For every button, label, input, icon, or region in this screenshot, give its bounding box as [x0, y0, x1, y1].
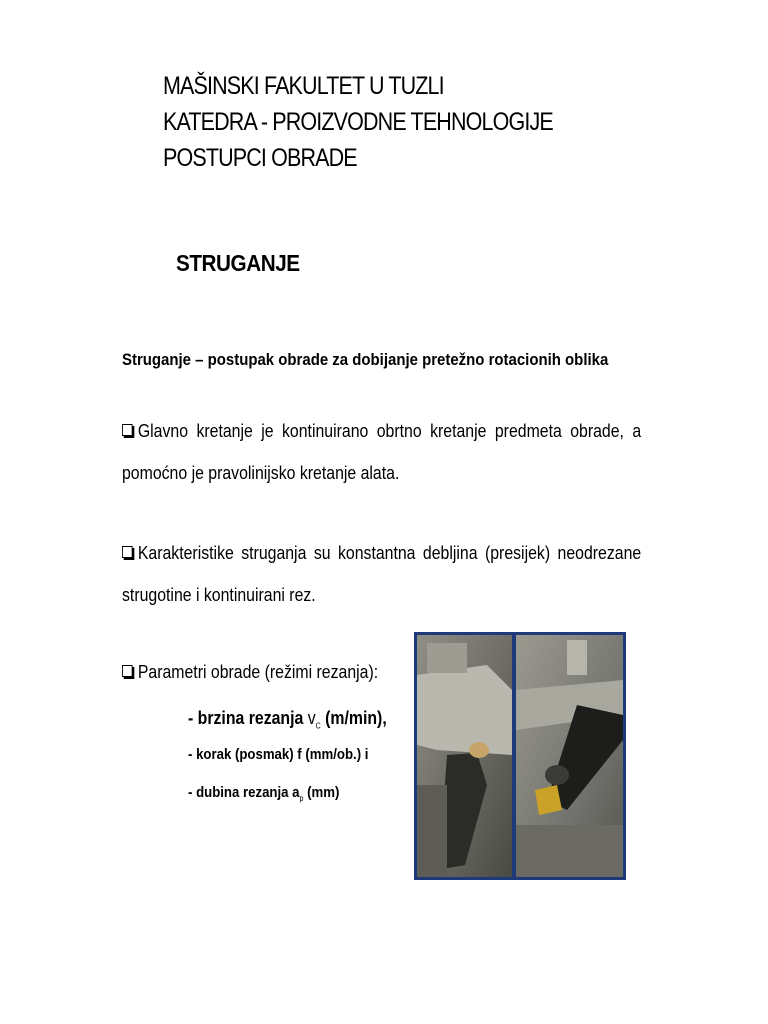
checkbox-bullet-icon [122, 546, 133, 558]
params-heading-text: Parametri obrade (režimi rezanja): [137, 662, 379, 682]
checkbox-bullet-icon [122, 665, 133, 677]
definition: Struganje – postupak obrade za dobijanje pretežno rotacionih oblika [122, 350, 609, 369]
header [163, 68, 616, 176]
bullet-characteristics [122, 532, 641, 616]
params-heading [122, 662, 378, 683]
bullet-text: Glavno kretanje je kontinuirano obrtno kretanje predmeta obrade, a pomoćno je pravolinijsko kretanje alata. [122, 421, 642, 483]
bullet-main-motion [122, 410, 641, 494]
param-feed: - korak (posmak) f (mm/ob.) i [188, 746, 369, 763]
faculty-name: MAŠINSKI FAKULTET U TUZLI [163, 72, 444, 100]
course-name: POSTUPCI OBRADE [163, 144, 357, 172]
bullet-text: Karakteristike struganja su konstantna debljina (presijek) neodrezane strugotine i kontinuirani rez. [122, 543, 642, 605]
param-cutting-speed: - brzina rezanja $v_C$ (m/min), [188, 708, 387, 731]
param-depth-of-cut: - dubina rezanja $a_p$ (mm) [188, 784, 340, 803]
checkbox-bullet-icon [122, 424, 133, 436]
lathe-tool-photo [414, 632, 626, 880]
turning-tool-illustration [417, 635, 623, 877]
section-title: STRUGANJE [176, 250, 300, 276]
department-name: KATEDRA - PROIZVODNE TEHNOLOGIJE [163, 108, 553, 136]
